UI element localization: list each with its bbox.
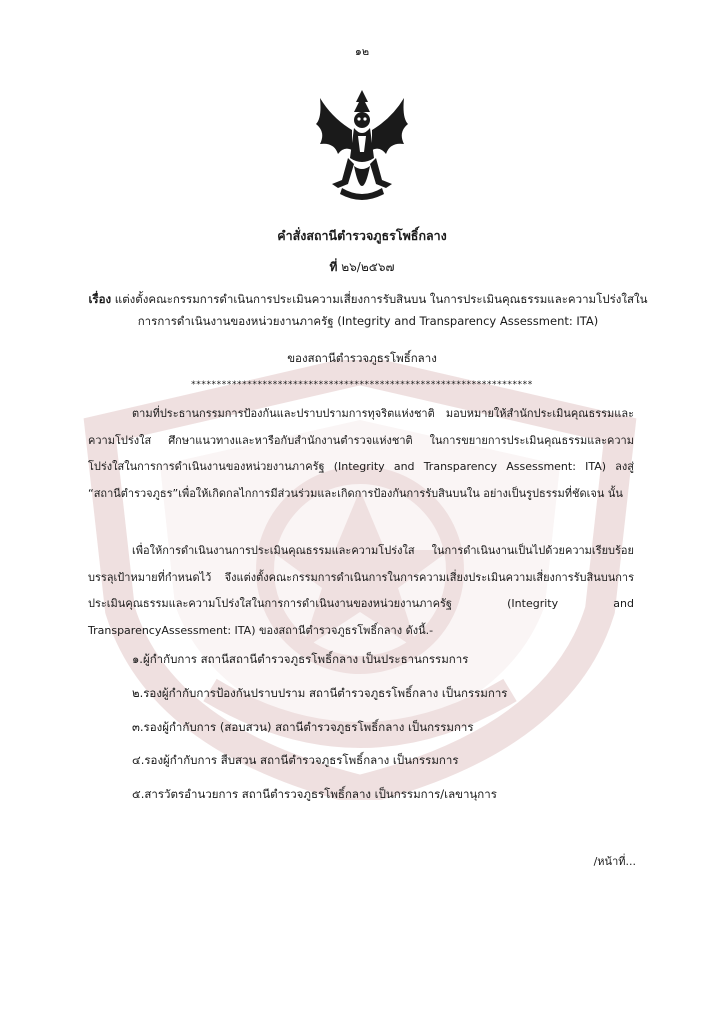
order-number-line	[0, 258, 724, 277]
continue-footer: /หน้าที่...	[593, 855, 636, 868]
body-paragraph-1	[88, 401, 634, 507]
member-item: ๒.รองผู้กำกับการป้องกันปราบปราม สถานีตำรวจภูธรโพธิ์กลาง เป็นกรรมการ	[132, 686, 508, 700]
member-item: ๕.สารวัตรอำนวยการ สถานีตำรวจภูธรโพธิ์กลาง เป็นกรรมการ/เลขานุการ	[132, 787, 497, 801]
order-title: คำสั่งสถานีตำรวจภูธรโพธิ์กลาง	[277, 228, 447, 243]
order-subject	[88, 288, 648, 332]
subject-line-2: ของสถานีตำรวจภูธรโพธิ์กลาง	[287, 351, 437, 365]
member-item: ๔.รองผู้กำกับการ สืบสวน สถานีตำรวจภูธรโพธิ์กลาง เป็นกรรมการ	[132, 753, 459, 767]
separator-line: *******************************************************************	[191, 380, 533, 390]
member-item: ๓.รองผู้กำกับการ (สอบสวน) สถานีตำรวจภูธรโพธิ์กลาง เป็นกรรมการ	[132, 720, 474, 734]
garuda-emblem-icon	[312, 88, 412, 206]
member-item: ๑.ผู้กำกับการ สถานีสถานีตำรวจภูธรโพธิ์กลาง เป็นประธานกรรมการ	[132, 652, 469, 666]
paragraph-2-text: เพื่อให้การดำเนินงานการประเมินคุณธรรมและความโปร่งใส ในการดำเนินงานเป็นไปด้วยความเรียบร้อยบรรลุเป้าหมายที่กำหนดไว้ จึงแต่งตั้งคณะกรรมการดำเนินการในการความเสี่ยงประเมินความเสี่ยงการรับสินบนการประเมินคุณธรรมและความโปร่งใสในการการดำเนินงานของหน่วยงานภาครัฐ (Integrity and TransparencyAssessment: ITA) ของสถานีตำรวจภูธรโพธิ์กลาง ดังนี้.-	[88, 544, 634, 637]
body-paragraph-2	[88, 538, 634, 644]
order-number-label: ที่	[329, 260, 338, 274]
page-number: ๑๒	[354, 45, 370, 58]
subject-label: เรื่อง	[88, 292, 112, 306]
order-number: ๒๖/๒๕๖๗	[341, 260, 395, 274]
paragraph-1-text: ตามที่ประธานกรรมการป้องกันและปราบปรามการทุจริตแห่งชาติ มอบหมายให้สำนักประเมินคุณธรรมและความโปร่งใส ศึกษาแนวทางและหารือกับสำนักงานตำรวจแห่งชาติ ในการขยายการประเมินคุณธรรมและความโปร่งใสในการการดำเนินงานของหน่วยงานภาครัฐ (Integrity and Transparency Assessment: ITA) ลงสู่ “สถานีตำรวจภูธร”เพื่อให้เกิดกลไกการมีส่วนร่วมและเกิดการป้องกันการรับสินบนใน อย่างเป็นรูปธรรมที่ชัดเจน นั้น	[88, 407, 634, 500]
subject-text: แต่งตั้งคณะกรรมการดำเนินการประเมินความเสี่ยงการรับสินบน ในการประเมินคุณธรรมและความโปร่งใสในการการดำเนินงานของหน่วยงานภาครัฐ (Integrity and Transparency Assessment: ITA)	[114, 292, 648, 328]
